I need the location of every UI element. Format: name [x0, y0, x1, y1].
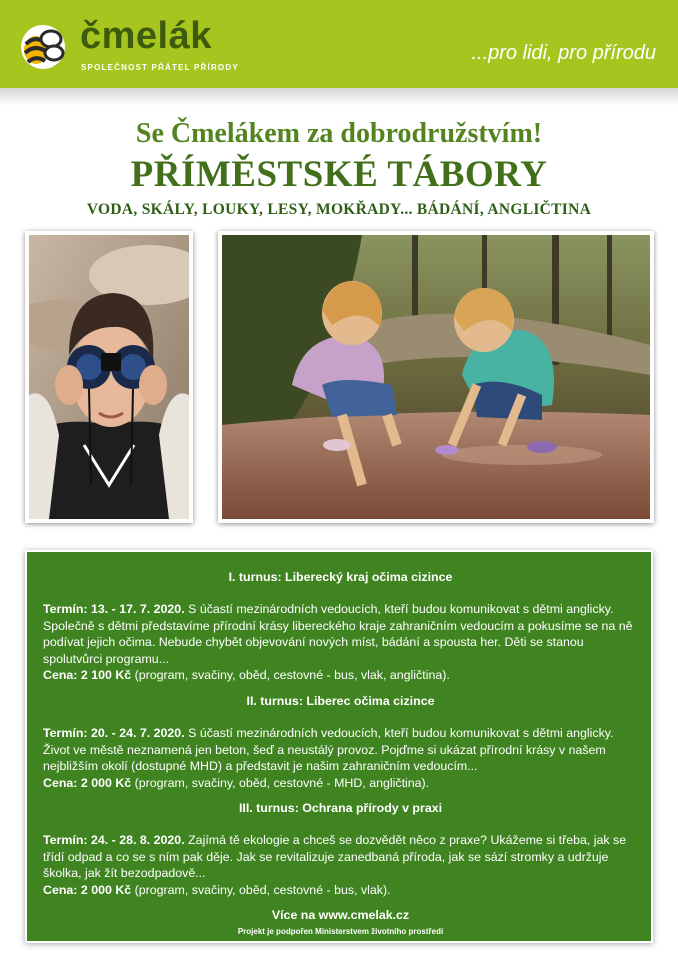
headline-main: Se Čmelákem za dobrodružstvím!	[135, 118, 543, 149]
slogan: ...pro lidi, pro přírodu	[471, 42, 656, 64]
turnus-1-term: Termín: 13. - 17. 7. 2020.	[43, 602, 185, 616]
turnus-3-title: III. turnus: Ochrana přírody v praxi	[238, 801, 443, 815]
turnus-3-price-detail: (program, svačiny, oběd, cestovné - bus, vlak).	[134, 882, 391, 897]
turnus-2-description: S účastí mezinárodních vedoucích, kteří budou komunikovat s dětmi anglicky. Život ve městě neznamená jen beton, šeď a neustálý provoz. Pojďme si ukázat přírodní krásy v našem nejbližším okolí (dostupné MHD) a představit je našim zahraničním vedoucím...	[43, 726, 614, 774]
headline-activities: VODA, SKÁLY, LOUKY, LESY, MOKŘADY... BÁDÁNÍ, ANGLIČTINA	[86, 201, 592, 218]
info-panel	[27, 552, 651, 941]
brand-tagline: SPOLEČNOST PŘÁTEL PŘÍRODY	[81, 63, 239, 72]
photo-girls-stream	[218, 231, 654, 523]
support-note: Projekt je podpořen Ministerstvem životního prostředí	[237, 927, 444, 936]
bumblebee-icon	[18, 20, 68, 72]
turnus-3-price: Cena: 2 000 Kč	[43, 882, 132, 897]
turnus-1-description: S účastí mezinárodních vedoucích, kteří budou komunikovat s dětmi anglicky. Společně s dětmi představíme přírodní krásy libereckého kraje zahraničním vedoucím a pokusíme se na ně podívat jejich očima. Nebude chybět objevování nových míst, bádání a spousta her. Děti se stanou spolutvůrci programu...	[43, 602, 633, 666]
turnus-2-title: II. turnus: Liberec očima cizince	[246, 694, 435, 708]
turnus-1-price-detail: (program, svačiny, oběd, cestovné - bus, vlak, angličtina).	[134, 668, 450, 683]
headline-camps: PŘÍMĚSTSKÉ TÁBORY	[130, 154, 548, 195]
turnus-3-text	[43, 832, 638, 898]
header-bar	[0, 0, 678, 88]
more-info-link[interactable]: Více na www.cmelak.cz	[271, 908, 410, 922]
turnus-2-price-detail: (program, svačiny, oběd, cestovné - MHD, angličtina).	[134, 775, 430, 790]
turnus-1-title: I. turnus: Liberecký kraj očima cizince	[228, 570, 453, 584]
turnus-3-term: Termín: 24. - 28. 8. 2020.	[43, 833, 185, 847]
turnus-1-text	[43, 601, 638, 684]
turnus-2-text	[43, 725, 638, 791]
brand-name: čmelák	[80, 15, 212, 57]
turnus-2-term: Termín: 20. - 24. 7. 2020.	[43, 726, 185, 740]
turnus-1-price: Cena: 2 100 Kč	[43, 668, 132, 683]
turnus-2-price: Cena: 2 000 Kč	[43, 775, 132, 790]
turnus-3-description: Zajímá tě ekologie a chceš se dozvědět něco z praxe? Ukážeme si třeba, jak se třídí odpad a co se s ním pak děje. Jak se revitalizuje zanedbaná příroda, jak se sází stromky a udržuje školka, jak žít bezodpadově...	[43, 833, 627, 881]
header-shadow	[0, 88, 678, 106]
photo-child-binoculars	[25, 231, 193, 523]
